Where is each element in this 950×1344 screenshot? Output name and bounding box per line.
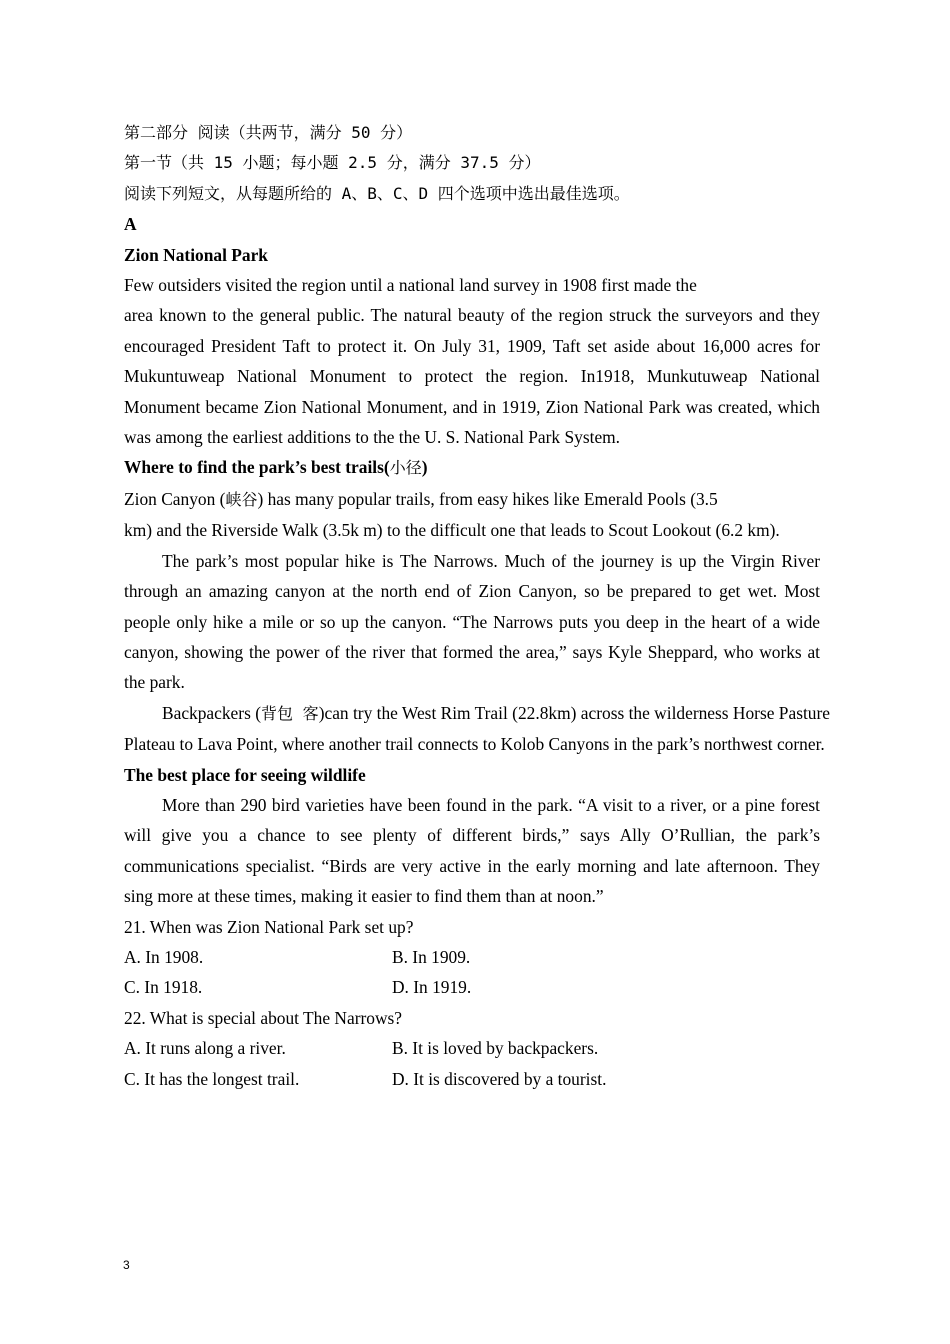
trails-gloss: 峡谷 [225,489,258,509]
part-heading: 第二部分 阅读（共两节，满分 50 分） [124,123,413,142]
trails-rest: km) and the Riverside Walk (3.5k m) to the difficult one that leads to Scout Lookout (6.2 km). [124,520,780,541]
trails-text-b: ) has many popular trails, from easy hikes like Emerald Pools (3.5 [257,488,718,509]
backpackers-gloss: 背包 客 [261,703,319,723]
trails-first-line [124,484,820,515]
document-body [124,118,831,1094]
option-22-d: D. It is discovered by a tourist. [392,1068,607,1089]
page-number: 3 [123,1258,130,1272]
trails-heading-gloss: 小径 [389,458,422,478]
option-22-c: C. It has the longest trail. [124,1068,300,1089]
wildlife-heading: The best place for seeing wildlife [124,764,366,785]
passage-label: A [124,214,137,235]
question-21-stem: 21. When was Zion National Park set up? [124,916,414,937]
option-21-c: C. In 1918. [124,977,203,998]
backpackers-paragraph [124,698,830,760]
section-heading: 第一节（共 15 小题；每小题 2.5 分，满分 37.5 分） [124,153,541,173]
trails-heading [124,452,820,483]
option-21-a: A. In 1908. [124,946,204,967]
narrows-paragraph: The park’s most popular hike is The Narrows. Much of the journey is up the Virgin River through an amazing canyon at the north end of Zion Canyon, so be prepared to get wet. Most people only hike a mile or so up the canyon. “The Narrows puts you deep in the heart of a wide canyon, showing the power of the river that formed the area,” says Kyle Sheppard, who works at the park. [124,550,820,693]
question-22-options-row-1 [124,1033,820,1063]
option-22-a: A. It runs along a river. [124,1038,286,1059]
wildlife-paragraph: More than 290 bird varieties have been found in the park. “A visit to a river, or a pine forest will give you a chance to see plenty of different birds,” says Ally O’Rullian, the park’s communications specialist. “Birds are very active in the early morning and late afternoon. They sing more at these times, making it easier to find them than at noon.” [124,794,820,907]
question-22-stem: 22. What is special about The Narrows? [124,1007,403,1028]
backpackers-text-a: Backpackers ( [162,702,261,723]
passage-title: Zion National Park [124,244,268,265]
question-22-options-row-2 [124,1064,820,1094]
question-21-options-row-1 [124,942,820,972]
intro-rest: area known to the general public. The natural beauty of the region struck the surveyors and they encouraged President Taft to protect it. On July 31, 1909, Taft set aside about 16,000 acres for Mukuntuweap National Monument to protect the region. In1918, Munkutuweap National Monument became Zion National Monument, and in 1919, Zion National Park was created, which was among the earliest additions to the the U. S. National Park System. [124,305,820,448]
option-21-b: B. In 1909. [392,946,471,967]
option-22-b: B. It is loved by backpackers. [392,1038,599,1059]
intro-first-line: Few outsiders visited the region until a national land survey in 1908 first made the [124,275,697,296]
trails-heading-close: ) [421,457,428,478]
intro-paragraph [124,270,820,452]
trails-paragraph [124,484,820,546]
question-21-options-row-2 [124,972,820,1002]
option-21-d: D. In 1919. [392,977,472,998]
trails-text-a: Zion Canyon ( [124,488,226,509]
instructions: 阅读下列短文，从每题所给的 A、B、C、D 四个选项中选出最佳选项。 [124,183,630,203]
backpackers-text-b: )can try the West Rim Trail (22.8km) across the wilderness Horse Pasture Plateau to Lava Point, where another trail connects to Kolob Canyons in the park’s northwest corner. [124,702,831,755]
trails-heading-text: Where to find the park’s best trails( [124,457,390,478]
